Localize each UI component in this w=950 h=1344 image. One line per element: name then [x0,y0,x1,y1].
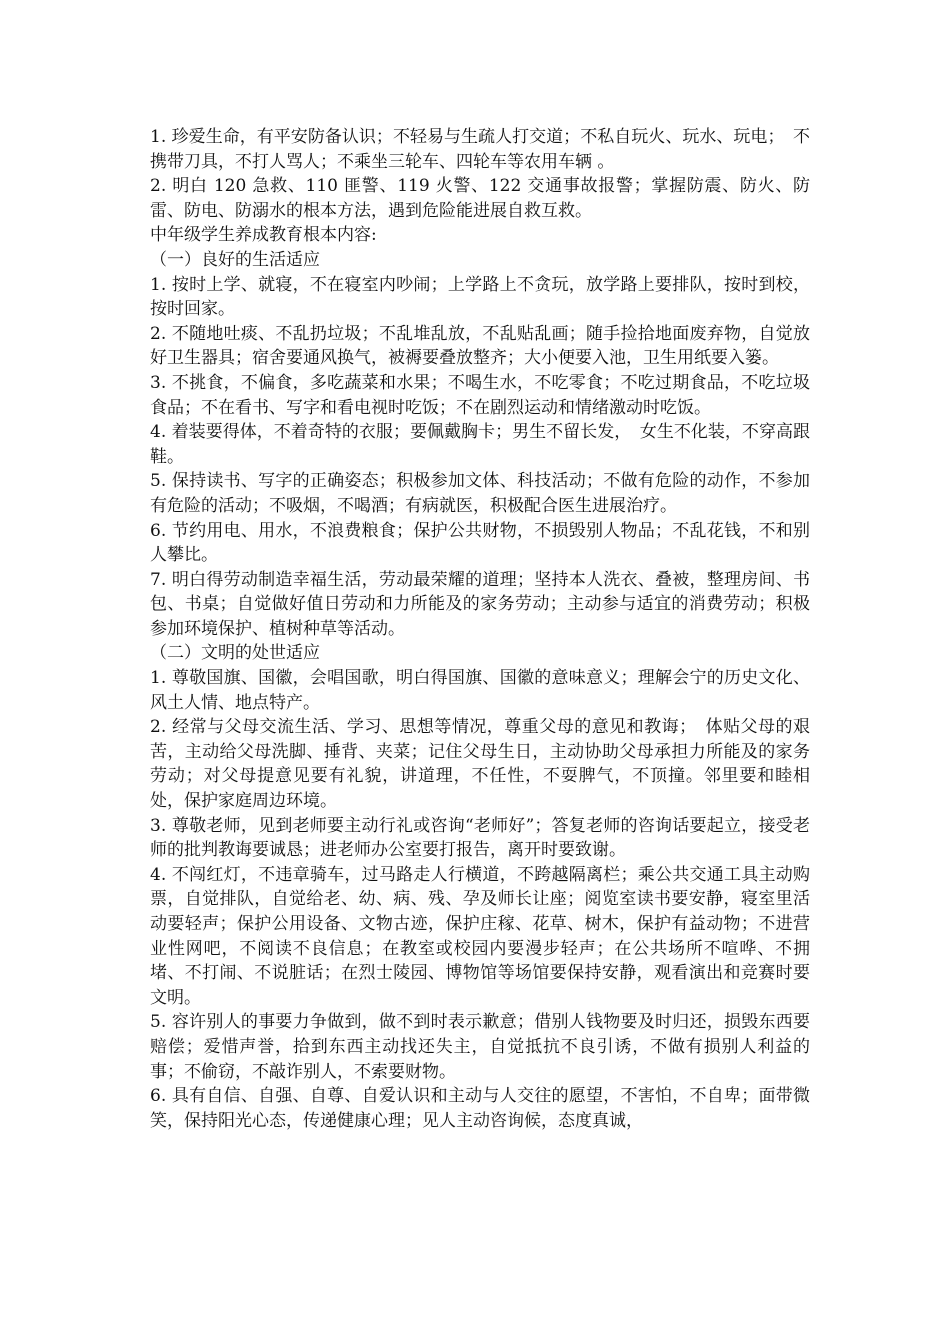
paragraph-item: 2. 不随地吐痰、不乱扔垃圾；不乱堆乱放，不乱贴乱画；随手捡拾地面废弃物，自觉放好卫生器具；宿舍要通风换气，被褥要叠放整齐；大小便要入池，卫生用纸要入篓。 [150,323,810,369]
paragraph-item: 3. 不挑食，不偏食，多吃蔬菜和水果；不喝生水，不吃零食；不吃过期食品，不吃垃圾食品；不在看书、写字和看电视时吃饭；不在剧烈运动和情绪激动时吃饭。 [150,372,810,418]
paragraph-item: 2. 明白 120 急救、110 匪警、119 火警、122 交通事故报警；掌握防震、防火、防雷、防电、防溺水的根本方法，遇到危险能进展自救互救。 [150,176,810,221]
paragraph-item: 4. 着装要得体，不着奇特的衣服；要佩戴胸卡；男生不留长发， 女生不化装，不穿高跟鞋。 [150,422,810,467]
paragraph-item: 5. 容许别人的事要力争做到，做不到时表示歉意；借别人钱物要及时归还，损毁东西要赔偿；爱惜声誉，拾到东西主动找还失主，自觉抵抗不良引诱，不做有损别人利益的事；不偷窃，不敲诈别人，不索要财物。 [150,1012,810,1082]
paragraph-item: 6. 节约用电、用水，不浪费粮食；保护公共财物，不损毁别人物品；不乱花钱，不和别人攀比。 [150,520,810,566]
paragraph-item: 3. 尊敬老师，见到老师要主动行礼或咨询“老师好”；答复老师的咨询话要起立，接受老师的批判教诲要诚恳；进老师办公室要打报告，离开时要致谢。 [150,815,810,861]
paragraph-item: 4. 不闯红灯，不违章骑车，过马路走人行横道，不跨越隔离栏；乘公共交通工具主动购票，自觉排队，自觉给老、幼、病、残、孕及师长让座；阅览室读书要安静，寝室里活动要轻声；保护公用设备、文物古迹，保护庄稼、花草、树木，保护有益动物；不进营业性网吧，不阅读不良信息；在教室或校园内要漫步轻声；在公共场所不喧哗、不拥堵、不打闹、不说脏话；在烈士陵园、博物馆等场馆要保持安静，观看演出和竞赛时要文明。 [150,864,810,1008]
paragraph-item: 2. 经常与父母交流生活、学习、思想等情况，尊重父母的意见和教诲； 体贴父母的艰苦，主动给父母洗脚、捶背、夹菜；记住父母生日，主动协助父母承担力所能及的家务劳动；对父母提意见要有礼貌，讲道理，不任性，不耍脾气，不顶撞。邻里要和睦相处，保护家庭周边环境。 [150,717,810,812]
paragraph-item: 7. 明白得劳动制造幸福生活，劳动最荣耀的道理；坚持本人洗衣、叠被，整理房间、书包、书桌；自觉做好值日劳动和力所能及的家务劳动；主动参与适宜的消费劳动；积极参加环境保护、植树种草等活动。 [150,569,810,639]
paragraph-item: 1. 按时上学、就寝，不在寝室内吵闹；上学路上不贪玩，放学路上要排队，按时到校，按时回家。 [150,274,810,320]
subsection-title: （一）良好的生活适应 [150,249,320,270]
paragraph-item: 1. 珍爱生命，有平安防备认识；不轻易与生疏人打交道；不私自玩火、玩水、玩电； 不携带刀具，不打人骂人；不乘坐三轮车、四轮车等农用车辆 。 [150,127,810,172]
section-heading: 中年级学生养成教育根本内容: [150,225,377,246]
subsection-title: （二）文明的处世适应 [150,643,320,664]
paragraph-item: 6. 具有自信、自强、自尊、自爱认识和主动与人交往的愿望，不害怕，不自卑；面带微笑，保持阳光心态，传递健康心理；见人主动咨询候，态度真诚， [150,1086,810,1131]
document-page [150,125,810,1133]
paragraph-item: 1. 尊敬国旗、国徽，会唱国歌，明白得国旗、国徽的意味意义；理解会宁的历史文化、风土人情、地点特产。 [150,668,810,713]
paragraph-item: 5. 保持读书、写字的正确姿态；积极参加文体、科技活动；不做有危险的动作，不参加有危险的活动；不吸烟，不喝酒；有病就医，积极配合医生进展治疗。 [150,471,810,516]
